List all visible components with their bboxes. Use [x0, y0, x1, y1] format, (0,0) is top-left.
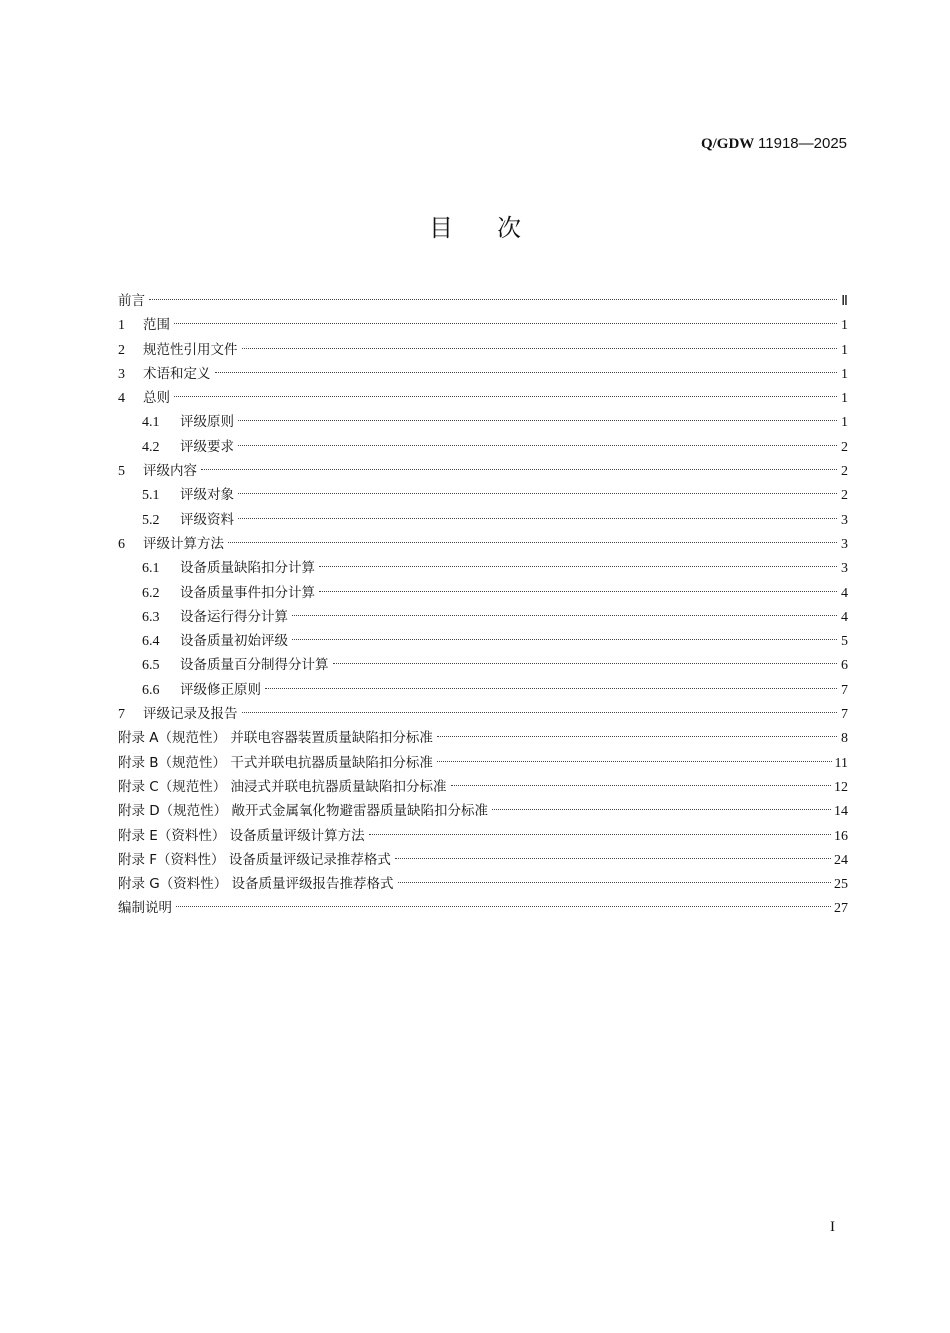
- toc-entry[interactable]: [118, 653, 848, 677]
- toc-entry-page: 6: [841, 658, 848, 674]
- toc-entry-label: 评级内容: [143, 463, 197, 480]
- dot-leader: [242, 348, 838, 349]
- toc-entry-number: 4.2: [142, 439, 160, 455]
- toc-entry-label: 设备质量百分制得分计算: [180, 657, 329, 674]
- toc-entry[interactable]: [118, 702, 848, 726]
- dot-leader: [238, 420, 837, 421]
- toc-entry[interactable]: [118, 896, 848, 920]
- toc-entry-page: 11: [834, 755, 848, 771]
- dot-leader: [292, 615, 837, 616]
- toc-entry-label: 术语和定义: [143, 365, 211, 382]
- toc-entry-number: 5.1: [142, 488, 160, 504]
- toc-entry-page: 27: [834, 901, 848, 917]
- toc-entry[interactable]: [118, 483, 848, 507]
- standard-prefix: Q/GDW: [700, 136, 755, 152]
- toc-entry[interactable]: [118, 775, 848, 799]
- toc-entry-label: 范围: [143, 317, 170, 334]
- toc-entry-number: 6: [118, 536, 125, 552]
- toc-entry[interactable]: [118, 605, 848, 629]
- toc-entry-page: 1: [841, 366, 848, 382]
- toc-entry[interactable]: [118, 508, 848, 532]
- dot-leader: [149, 299, 837, 300]
- dot-leader: [238, 493, 837, 494]
- toc-entry-label: 评级修正原则: [180, 681, 261, 698]
- toc-entry-page: 3: [841, 512, 848, 528]
- toc-entry[interactable]: [118, 386, 848, 410]
- toc-entry-label: 设备质量事件扣分计算: [180, 584, 315, 601]
- toc-entry-label: 设备质量初始评级: [180, 633, 288, 650]
- toc-entry-label: 设备质量缺陷扣分计算: [180, 560, 315, 577]
- toc-entry-page: 14: [834, 804, 848, 820]
- toc-entry-label: 附录 E（资料性） 设备质量评级计算方法: [118, 827, 365, 844]
- toc-entry-label: 评级要求: [180, 438, 234, 455]
- toc-entry[interactable]: [118, 726, 848, 750]
- toc-entry[interactable]: [118, 799, 848, 823]
- dot-leader: [398, 882, 831, 883]
- toc-entry-page: 12: [834, 779, 848, 795]
- dot-leader: [292, 639, 837, 640]
- toc-entry-number: 3: [118, 366, 125, 382]
- toc-entry-label: 编制说明: [118, 900, 172, 917]
- toc-entry[interactable]: [118, 629, 848, 653]
- dot-leader: [242, 712, 838, 713]
- toc-entry[interactable]: [118, 435, 848, 459]
- toc-entry[interactable]: [118, 289, 848, 313]
- dot-leader: [238, 445, 837, 446]
- toc-entry-page: 25: [834, 877, 848, 893]
- toc-entry[interactable]: [118, 824, 848, 848]
- dot-leader: [492, 809, 831, 810]
- toc-entry-label: 评级原则: [180, 414, 234, 431]
- toc-entry-page: 4: [841, 609, 848, 625]
- toc-entry[interactable]: [118, 313, 848, 337]
- toc-entry-label: 评级计算方法: [143, 535, 224, 552]
- dot-leader: [228, 542, 837, 543]
- toc-entry-page: Ⅱ: [841, 294, 848, 309]
- toc-entry-label: 总则: [143, 390, 170, 407]
- toc-entry-label: 前言: [118, 293, 145, 309]
- toc-entry-page: 1: [841, 318, 848, 334]
- toc-entry-number: 6.3: [142, 609, 160, 625]
- toc-entry-number: 6.2: [142, 585, 160, 601]
- toc-entry-page: 2: [841, 488, 848, 504]
- toc-entry[interactable]: [118, 338, 848, 362]
- dot-leader: [319, 591, 837, 592]
- title-char-2: 次: [497, 214, 521, 242]
- toc-entry-page: 5: [841, 634, 848, 650]
- toc-entry-number: 6.1: [142, 561, 160, 577]
- toc-entry-page: 1: [841, 391, 848, 407]
- toc-entry-page: 7: [841, 682, 848, 698]
- dot-leader: [395, 858, 831, 859]
- toc-entry[interactable]: [118, 848, 848, 872]
- toc-entry[interactable]: [118, 872, 848, 896]
- dot-leader: [174, 323, 837, 324]
- toc-entry-label: 附录 B（规范性） 干式并联电抗器质量缺陷扣分标准: [118, 754, 433, 771]
- standard-code: [701, 134, 847, 154]
- toc-entry-label: 规范性引用文件: [143, 341, 238, 358]
- dot-leader: [176, 906, 831, 907]
- toc-entry-number: 5.2: [142, 512, 160, 528]
- toc-entry[interactable]: [118, 362, 848, 386]
- dot-leader: [174, 396, 837, 397]
- toc-entry-label: 附录 F（资料性） 设备质量评级记录推荐格式: [118, 851, 391, 868]
- toc-entry-page: 3: [841, 561, 848, 577]
- dot-leader: [319, 566, 837, 567]
- toc-entry-page: 4: [841, 585, 848, 601]
- toc-entry-page: 7: [841, 707, 848, 723]
- toc-entry-page: 1: [841, 415, 848, 431]
- toc-entry-page: 2: [841, 464, 848, 480]
- toc-entry[interactable]: [118, 410, 848, 434]
- dot-leader: [333, 663, 838, 664]
- toc-entry-number: 7: [118, 707, 125, 723]
- toc-entry-label: 附录 A（规范性） 并联电容器装置质量缺陷扣分标准: [118, 730, 433, 747]
- dot-leader: [437, 761, 832, 762]
- toc-entry-number: 2: [118, 342, 125, 358]
- toc-entry-page: 16: [834, 828, 848, 844]
- toc-entry-label: 评级资料: [180, 511, 234, 528]
- dot-leader: [451, 785, 831, 786]
- toc-entry[interactable]: [118, 678, 848, 702]
- toc-entry-label: 附录 G（资料性） 设备质量评级报告推荐格式: [118, 876, 394, 893]
- page-title: [0, 212, 950, 244]
- toc-entry-page: 3: [841, 536, 848, 552]
- toc-entry-number: 5: [118, 464, 125, 480]
- dot-leader: [369, 834, 831, 835]
- dot-leader: [265, 688, 837, 689]
- standard-number: 11918—2025: [758, 135, 847, 152]
- toc-entry[interactable]: [118, 532, 848, 556]
- dot-leader: [215, 372, 838, 373]
- toc-entry-label: 评级记录及报告: [143, 706, 238, 723]
- toc-entry[interactable]: [118, 751, 848, 775]
- toc-entry-page: 1: [841, 342, 848, 358]
- toc-entry-label: 附录 C（规范性） 油浸式并联电抗器质量缺陷扣分标准: [118, 778, 447, 795]
- toc-entry-label: 附录 D（规范性） 敞开式金属氧化物避雷器质量缺陷扣分标准: [118, 803, 488, 820]
- toc-entry-label: 设备运行得分计算: [180, 608, 288, 625]
- toc-entry-page: 24: [834, 852, 848, 868]
- title-char-1: 目: [429, 214, 453, 242]
- toc-entry-number: 1: [118, 318, 125, 334]
- toc-entry-number: 6.5: [142, 658, 160, 674]
- toc-entry-page: 8: [841, 731, 848, 747]
- toc-entry[interactable]: [118, 581, 848, 605]
- toc-entry[interactable]: [118, 459, 848, 483]
- table-of-contents: [118, 289, 848, 921]
- toc-entry-number: 6.6: [142, 682, 160, 698]
- page-number: I: [830, 1219, 835, 1235]
- toc-entry-page: 2: [841, 439, 848, 455]
- toc-entry[interactable]: [118, 556, 848, 580]
- toc-entry-number: 6.4: [142, 634, 160, 650]
- toc-entry-number: 4: [118, 391, 125, 407]
- dot-leader: [238, 518, 837, 519]
- toc-entry-number: 4.1: [142, 415, 160, 431]
- dot-leader: [437, 736, 837, 737]
- dot-leader: [201, 469, 837, 470]
- toc-entry-label: 评级对象: [180, 487, 234, 504]
